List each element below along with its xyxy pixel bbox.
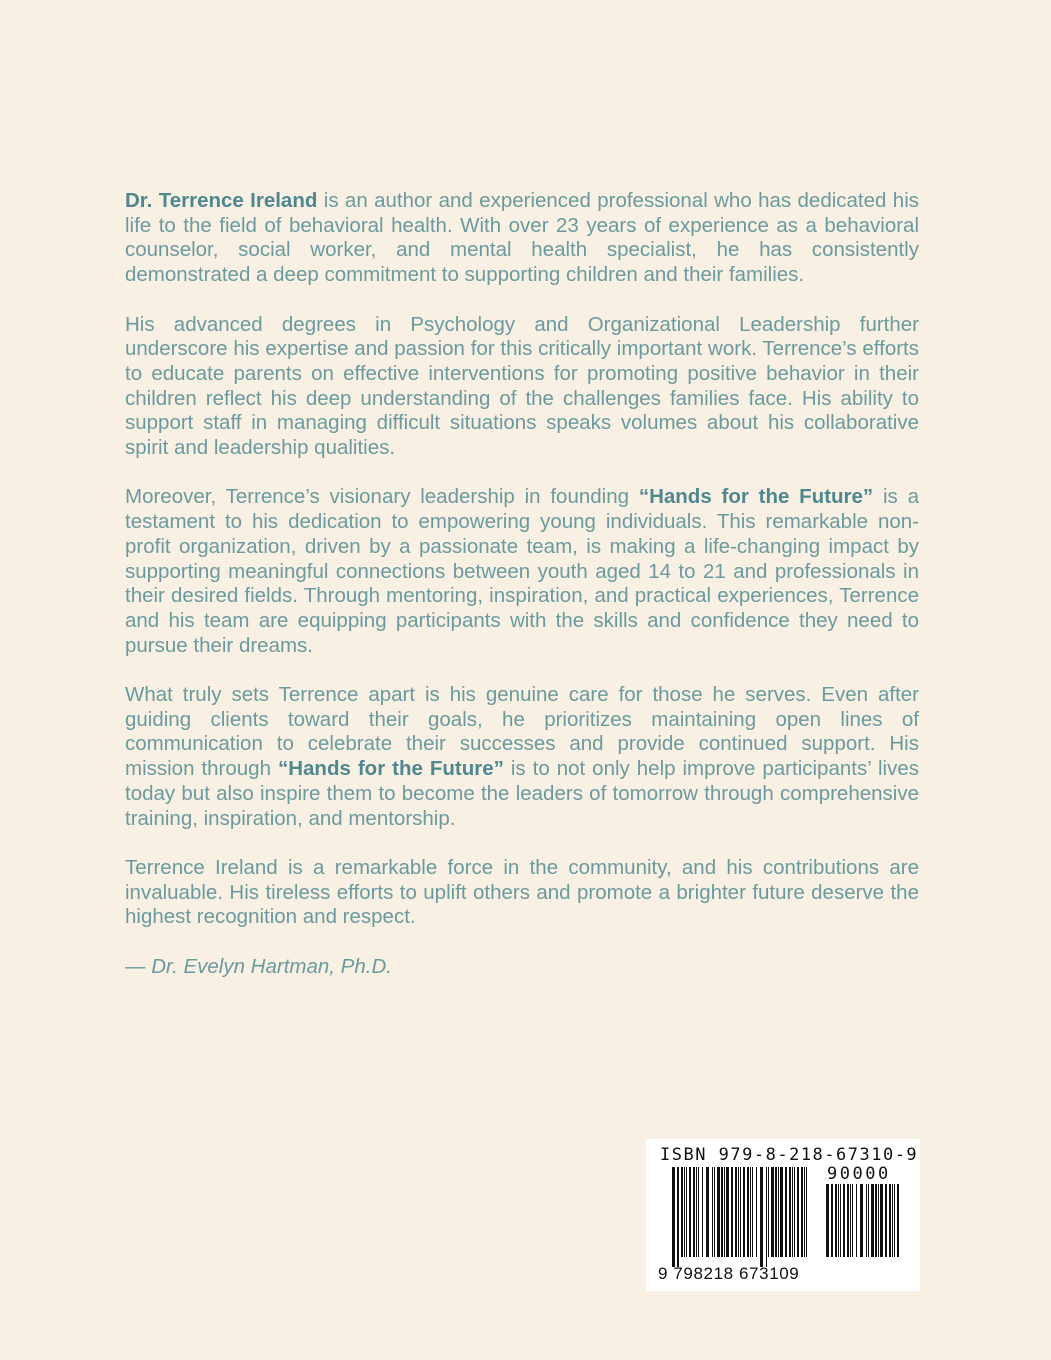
bio-paragraph-2: His advanced degrees in Psychology and Organizational Leadership further underscore his expertise and passion for this critically important work. Terrence’s efforts to educate parents on effective interventions for promoting positive behavior in their children reflect his deep understanding of the challenges families face. His ability to support staff in managing difficult situations speaks volumes about his collaborative spirit and leadership qualities. <box>125 312 919 460</box>
barcode-bar <box>847 1184 849 1257</box>
organization-name: “Hands for the Future” <box>277 757 504 781</box>
barcode-bar <box>889 1184 891 1257</box>
barcode-bar <box>801 1167 803 1257</box>
barcode-bar <box>717 1167 720 1257</box>
barcode-bar <box>752 1167 753 1257</box>
barcode-bar <box>838 1184 839 1257</box>
author-name: Dr. Terrence Ireland <box>125 189 318 212</box>
barcode-bar <box>735 1167 737 1257</box>
barcode-bar <box>760 1167 763 1267</box>
bio-paragraph-4-before: What truly sets Terrence apart is his genuine care for those he serves. Even after guiding clients toward their goals, he prioritizes maintaining open lines of communication to celebrate their successes and provide continued support. His mission through <box>125 683 919 781</box>
barcode-bar <box>885 1184 887 1257</box>
barcode-bar <box>750 1167 751 1257</box>
barcode-bar <box>835 1184 837 1257</box>
barcode-bar <box>706 1167 709 1257</box>
bio-paragraph-3-after: is a testament to his dedication to empowering young individuals. This remarkable non-profit organization, driven by a passionate team, is making a life-changing impact by supporting meaningful connections between youth aged 14 to 21 and professionals in their desired fields. Through mentoring, inspiration, and practical experiences, Terrence and his team are equipping participants with the skills and confidence they need to pursue their dreams. <box>125 485 919 657</box>
barcode-bar <box>806 1167 807 1257</box>
barcode-bar <box>792 1167 793 1257</box>
bio-paragraph-3-before: Moreover, Terrence’s visionary leadership in founding <box>125 485 639 509</box>
bio-paragraph-1 <box>125 189 919 288</box>
barcode-bar <box>681 1167 683 1257</box>
barcode-bar <box>756 1167 757 1257</box>
barcode-bar <box>789 1167 791 1257</box>
barcode-bar <box>868 1184 869 1257</box>
barcode-bar <box>686 1167 687 1257</box>
barcode-bar <box>840 1184 841 1257</box>
barcode-bar <box>875 1184 877 1257</box>
isbn-label: ISBN 979-8-218-67310-9 <box>660 1145 919 1165</box>
isbn-barcode <box>646 1139 920 1291</box>
barcode-bar <box>892 1184 893 1257</box>
endorsement-signature: — Dr. Evelyn Hartman, Ph.D. <box>125 954 392 978</box>
barcode-bar <box>672 1167 675 1267</box>
barcode-bar <box>866 1184 867 1257</box>
bio-paragraph-4 <box>125 683 919 831</box>
barcode-bar <box>856 1184 857 1257</box>
barcode-bar <box>871 1184 874 1257</box>
barcode-bar <box>771 1167 774 1257</box>
barcode-bar <box>794 1167 795 1257</box>
barcode-bar <box>804 1167 805 1257</box>
price-code: 90000 <box>827 1164 891 1184</box>
barcode-bar <box>826 1184 829 1257</box>
barcode-bar <box>689 1167 691 1257</box>
barcode-bar <box>696 1167 697 1257</box>
barcode-bar <box>778 1167 779 1257</box>
barcode-bar <box>766 1167 767 1267</box>
barcode-bars <box>672 1167 812 1267</box>
barcode-bar <box>780 1167 783 1257</box>
barcode-bar <box>785 1167 787 1257</box>
barcode-bar <box>702 1167 703 1257</box>
bio-paragraph-3 <box>125 485 919 658</box>
barcode-bar <box>726 1167 729 1257</box>
barcode-bar <box>738 1167 739 1257</box>
barcode-bar <box>894 1184 895 1257</box>
barcode-bar <box>768 1167 769 1257</box>
bio-paragraph-1-text: is an author and experienced professional who has dedicated his life to the field of behavioral health. With over 23 years of experience as a behavioral counselor, social worker, and mental health specialist, he has consistently demonstrated a deep commitment to supporting children and their families. <box>125 189 919 287</box>
barcode-bar <box>747 1167 749 1257</box>
barcode-bar <box>693 1167 695 1257</box>
barcode-bar <box>698 1167 699 1257</box>
organization-name: “Hands for the Future” <box>638 485 874 509</box>
barcode-addon-bars <box>826 1184 902 1267</box>
barcode-bar <box>843 1184 845 1257</box>
barcode-bar <box>684 1167 685 1257</box>
barcode-bar <box>731 1167 733 1257</box>
bio-paragraph-4-after: is to not only help improve participants’ lives today but also inspire them to become the leaders of tomorrow through comprehensive training, inspiration, and mentorship. <box>125 757 919 830</box>
bio-paragraph-5: Terrence Ireland is a remarkable force in the community, and his contributions are invaluable. His tireless efforts to uplift others and promote a brighter future deserve the highest recognition and respect. <box>125 855 919 929</box>
barcode-bar <box>797 1167 799 1257</box>
barcode-bar <box>677 1167 679 1267</box>
barcode-bar <box>743 1167 745 1257</box>
barcode-bar <box>775 1167 777 1257</box>
barcode-bar <box>878 1184 879 1257</box>
barcode-digits: 9 798218 673109 <box>658 1264 800 1283</box>
barcode-bar <box>880 1184 883 1257</box>
barcode-bar <box>724 1167 725 1257</box>
barcode-bar <box>831 1184 833 1257</box>
barcode-bar <box>850 1184 851 1257</box>
back-cover-text <box>125 189 919 979</box>
barcode-bar <box>721 1167 723 1257</box>
barcode-bar <box>714 1167 715 1257</box>
barcode-bar <box>897 1184 899 1257</box>
barcode-bar <box>860 1184 863 1257</box>
barcode-bar <box>740 1167 741 1257</box>
barcode-bar <box>852 1184 853 1257</box>
barcode-bar <box>712 1167 713 1257</box>
